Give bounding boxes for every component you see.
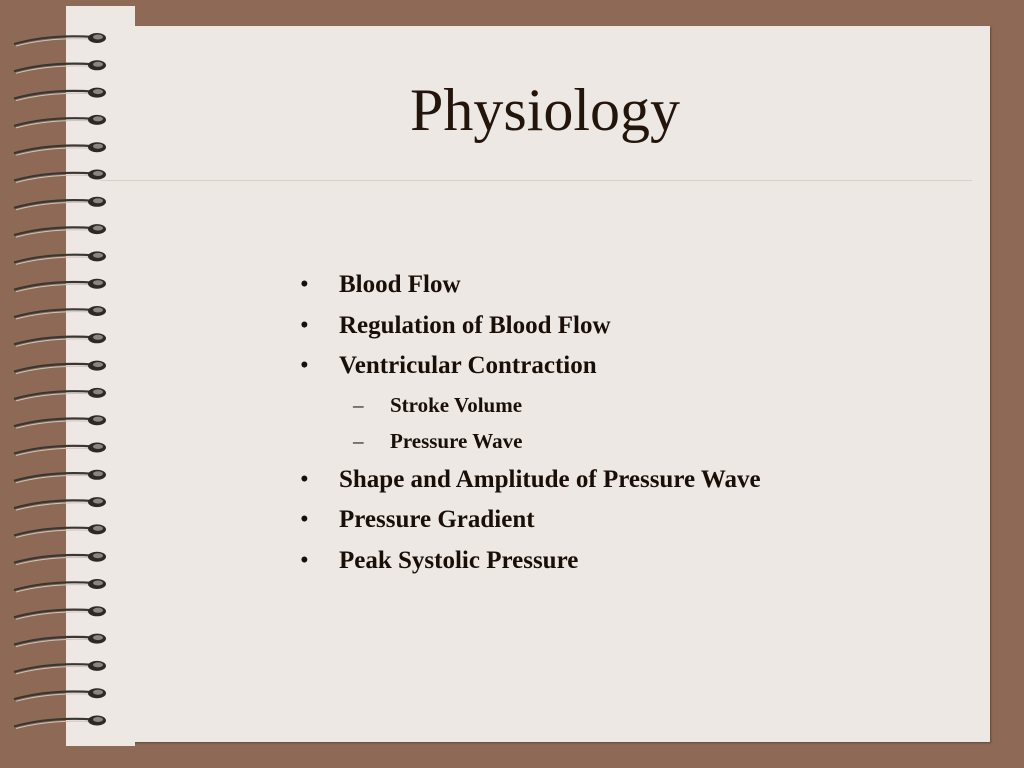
bullet-list [300, 265, 761, 581]
spiral-ring-icon [14, 251, 106, 264]
sub-list-item-text: Stroke Volume [390, 392, 523, 417]
list-item [300, 346, 761, 387]
spiral-ring-icon [14, 661, 106, 674]
spiral-ring-icon [14, 634, 106, 647]
spiral-ring-icon [14, 688, 106, 701]
spiral-ring-icon [14, 224, 106, 237]
list-item [300, 500, 761, 541]
spiral-ring-icon [14, 579, 106, 592]
spiral-ring-icon [14, 170, 106, 183]
spiral-ring-icon [14, 415, 106, 428]
title-divider [100, 180, 972, 181]
spiral-ring-icon [14, 524, 106, 537]
spiral-ring-icon [14, 197, 106, 210]
list-item-text: Shape and Amplitude of Pressure Wave [339, 465, 761, 493]
sub-list-item [300, 387, 761, 424]
sub-bullet-marker: – [353, 429, 364, 453]
list-item-text: Blood Flow [339, 271, 461, 298]
spiral-ring-icon [14, 306, 106, 319]
list-item-text: Pressure Gradient [339, 506, 535, 533]
sub-list-item [300, 423, 761, 460]
bullet-marker: • [300, 311, 309, 339]
spiral-ring-icon [14, 333, 106, 346]
list-item-text: Ventricular Contraction [339, 352, 597, 379]
spiral-ring-icon [14, 279, 106, 292]
spiral-ring-icon [14, 361, 106, 374]
bullet-marker: • [300, 271, 309, 298]
list-item-text: Peak Systolic Pressure [339, 546, 579, 574]
spiral-ring-icon [14, 388, 106, 401]
bullet-marker: • [300, 506, 309, 533]
spiral-ring-icon [14, 606, 106, 619]
spiral-ring-icon [14, 716, 106, 729]
spiral-ring-icon [14, 443, 106, 456]
bullet-marker: • [300, 546, 309, 574]
bullet-marker: • [300, 352, 309, 379]
spiral-ring-icon [14, 33, 106, 46]
spiral-ring-icon [14, 470, 106, 483]
list-item [300, 541, 761, 582]
sub-bullet-marker: – [353, 392, 364, 417]
sub-list-item-text: Pressure Wave [390, 429, 523, 453]
list-item [300, 306, 761, 347]
list-item [300, 265, 761, 306]
bullet-marker: • [300, 465, 309, 493]
list-item-text: Regulation of Blood Flow [339, 311, 611, 339]
list-item [300, 460, 761, 501]
spiral-ring-icon [14, 552, 106, 565]
slide-title: Physiology [409, 77, 681, 143]
spiral-ring-icon [14, 497, 106, 510]
